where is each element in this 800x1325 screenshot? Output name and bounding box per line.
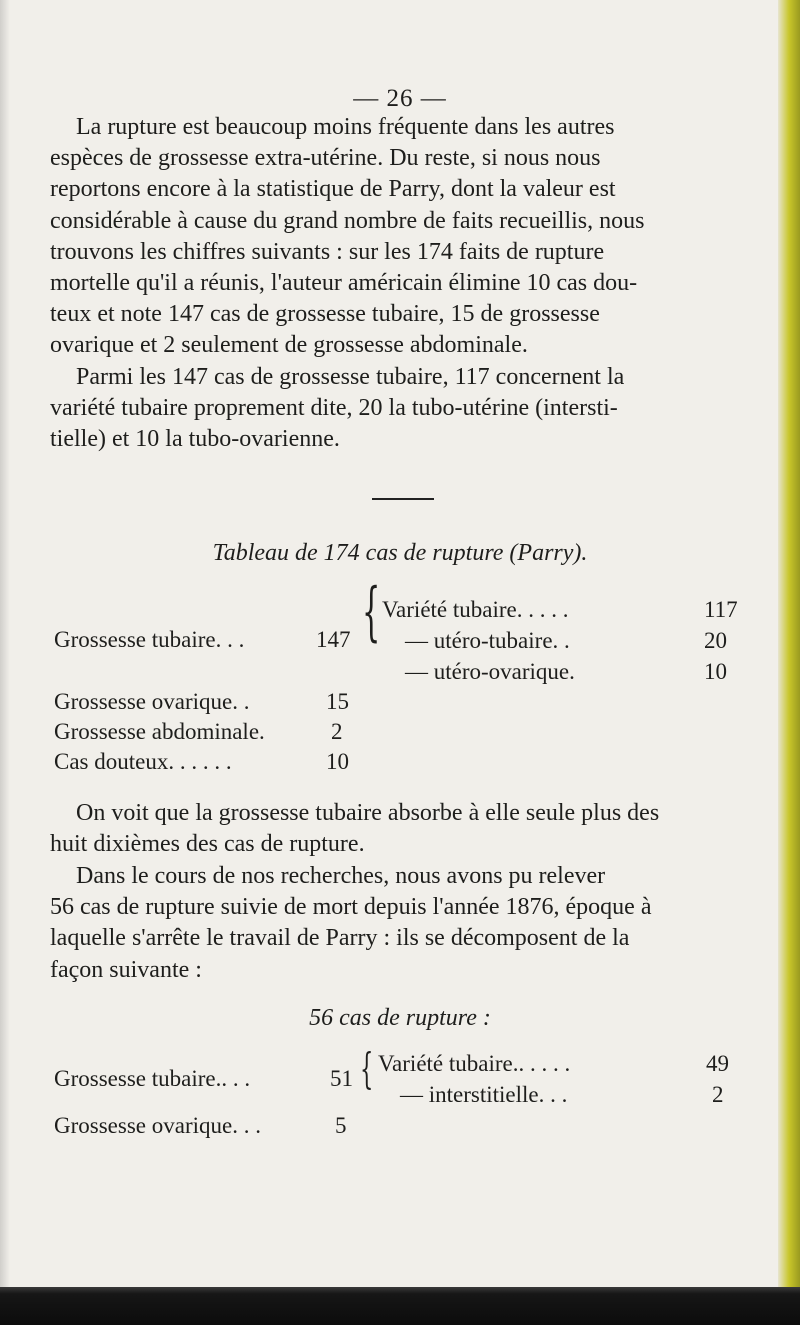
text-line: façon suivante :: [50, 956, 202, 983]
brace-icon: {: [362, 575, 381, 649]
table-1-sub-label: — utéro-tubaire. .: [405, 628, 570, 653]
text-line: trouvons les chiffres suivants : sur les 174 faits de rupture: [50, 238, 605, 265]
text-line: On voit que la grossesse tubaire absorbe à elle seule plus des: [76, 800, 660, 826]
text-line: espèces de grossesse extra-utérine. Du reste, si nous nous: [50, 145, 601, 172]
text-line: ovarique et 2 seulement de grossesse abdominale.: [50, 332, 528, 359]
text-line: Parmi les 147 cas de grossesse tubaire, 117 concernent la: [76, 364, 625, 390]
table-1-sub-value: 117: [704, 597, 738, 622]
page-edge-right: [778, 0, 800, 1325]
text-line: Dans le cours de nos recherches, nous avons pu relever: [76, 863, 606, 889]
table-1-row-value: 15: [326, 689, 349, 714]
paragraph-3: [50, 798, 740, 860]
text-line: 56 cas de rupture suivie de mort depuis l'année 1876, époque à: [50, 894, 652, 921]
text-line: laquelle s'arrête le travail de Parry : ils se décomposent de la: [50, 925, 630, 952]
section-rule: [372, 498, 434, 500]
page-shadow-left: [0, 0, 10, 1325]
table-1-row-label: Grossesse tubaire. . .: [54, 627, 245, 652]
table-2-row-value: 5: [335, 1113, 347, 1138]
text-line: reportons encore à la statistique de Parry, dont la valeur est: [50, 176, 616, 203]
paragraph-2: [50, 362, 740, 456]
text-line: mortelle qu'il a réunis, l'auteur américain élimine 10 cas dou-: [50, 270, 638, 297]
table-1-row-value: 2: [331, 719, 343, 744]
table-1-sub-value: 10: [704, 659, 727, 684]
table-1-row-value: 10: [326, 749, 349, 774]
table-2-row-value: 51: [330, 1066, 353, 1091]
table-2-caption: 56 cas de rupture :: [309, 1005, 491, 1031]
text-line: La rupture est beaucoup moins fréquente dans les autres: [76, 114, 615, 140]
table-1-sub-label: Variété tubaire. . . . .: [382, 597, 569, 622]
table-1-row-value: 147: [316, 627, 351, 652]
page-number: — 26 —: [353, 85, 447, 112]
text-line: variété tubaire proprement dite, 20 la tubo-utérine (intersti-: [50, 395, 618, 422]
table-2-sub-label: — interstitielle. . .: [400, 1082, 568, 1107]
brace-icon: {: [360, 1044, 374, 1093]
table-1-sub-value: 20: [704, 628, 727, 653]
paragraph-1: [50, 112, 740, 362]
table-2-sub-value: 49: [706, 1051, 729, 1076]
table-1-row-label: Grossesse abdominale.: [54, 719, 265, 744]
text-line: tielle) et 10 la tubo-ovarienne.: [50, 426, 340, 453]
table-2-sub-label: Variété tubaire.. . . . .: [378, 1051, 571, 1076]
scan-bottom-edge: [0, 1287, 800, 1325]
text-line: considérable à cause du grand nombre de faits recueillis, nous: [50, 207, 645, 234]
table-1-row-label: Grossesse ovarique. .: [54, 689, 250, 714]
table-1-caption: Tableau de 174 cas de rupture (Parry).: [212, 540, 588, 566]
table-1-row-label: Cas douteux. . . . . .: [54, 749, 232, 774]
text-line: teux et note 147 cas de grossesse tubaire, 15 de grossesse: [50, 301, 600, 328]
table-1-sub-label: — utéro-ovarique.: [405, 659, 575, 684]
text-line: huit dixièmes des cas de rupture.: [50, 831, 365, 858]
paragraph-4: [50, 861, 740, 986]
table-2-row-label: Grossesse ovarique. . .: [54, 1113, 261, 1138]
table-2-sub-value: 2: [712, 1082, 724, 1107]
table-2-row-label: Grossesse tubaire.. . .: [54, 1066, 251, 1091]
